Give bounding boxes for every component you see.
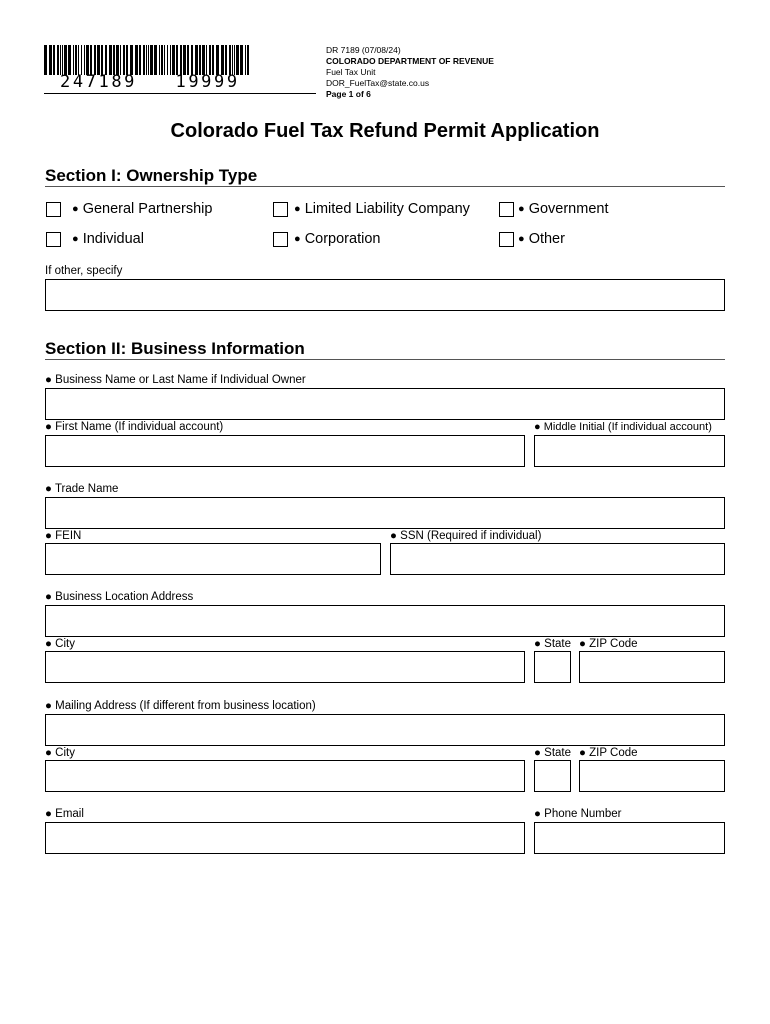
barcode-bar <box>143 45 145 75</box>
barcode-bar <box>126 45 128 75</box>
bullet-icon: ● <box>45 700 52 712</box>
bullet-icon: ● <box>45 530 52 542</box>
section-2-heading: Section II: Business Information <box>45 339 305 358</box>
barcode-bar <box>229 45 231 75</box>
barcode-bar <box>187 45 189 75</box>
barcode-bar <box>167 45 168 75</box>
barcode-bar <box>64 45 67 75</box>
checkbox[interactable] <box>499 202 514 217</box>
barcode-bar <box>130 45 133 75</box>
bullet-icon: ● <box>45 747 52 759</box>
bullet-icon: ● <box>45 638 52 650</box>
barcode-bar <box>57 45 59 75</box>
barcode <box>44 45 252 75</box>
barcode-bar <box>101 45 103 75</box>
page-title: Colorado Fuel Tax Refund Permit Application <box>170 120 600 142</box>
mailing-state-field[interactable] <box>534 760 571 792</box>
barcode-bar <box>234 45 235 75</box>
mailing-zip-label: ● ZIP Code <box>579 747 638 759</box>
mailing-address-label: ● Mailing Address (If different from business location) <box>45 700 316 712</box>
email-label: ● Email <box>45 808 84 820</box>
barcode-bar <box>94 45 96 75</box>
barcode-bar <box>105 45 107 75</box>
middle-initial-field[interactable] <box>534 435 725 467</box>
bullet-icon: ● <box>579 747 586 759</box>
bullet-icon: ● <box>72 203 79 215</box>
barcode-bar <box>44 45 47 75</box>
barcode-bar <box>195 45 198 75</box>
checkbox[interactable] <box>46 202 61 217</box>
barcode-bar <box>146 45 147 75</box>
barcode-bar <box>84 45 85 75</box>
bullet-icon: ● <box>534 421 541 433</box>
bullet-icon: ● <box>45 591 52 603</box>
barcode-bar <box>97 45 100 75</box>
trade-name-label: ● Trade Name <box>45 483 119 495</box>
barcode-bar <box>225 45 227 75</box>
bullet-icon: ● <box>45 374 52 386</box>
bullet-icon: ● <box>390 530 397 542</box>
business-name-field[interactable] <box>45 388 725 420</box>
barcode-bar <box>202 45 205 75</box>
barcode-bar <box>78 45 79 75</box>
barcode-bar <box>240 45 243 75</box>
barcode-bar <box>199 45 201 75</box>
fein-label: ● FEIN <box>45 530 82 542</box>
business-state-field[interactable] <box>534 651 571 683</box>
unit-name: Fuel Tax Unit <box>326 67 376 77</box>
barcode-bar <box>62 45 63 75</box>
page-number: Page 1 of 6 <box>326 89 371 99</box>
barcode-bar <box>75 45 77 75</box>
other-specify-field[interactable] <box>45 279 725 311</box>
barcode-number: 247189 19999 <box>60 72 240 92</box>
barcode-bar <box>123 45 125 75</box>
form-id: DR 7189 (07/08/24) <box>326 45 401 55</box>
barcode-bar <box>209 45 211 75</box>
mailing-city-label: ● City <box>45 747 75 759</box>
business-city-field[interactable] <box>45 651 525 683</box>
barcode-bar <box>113 45 115 75</box>
bullet-icon: ● <box>294 203 301 215</box>
barcode-bar <box>150 45 153 75</box>
bullet-icon: ● <box>45 808 52 820</box>
mailing-zip-field[interactable] <box>579 760 725 792</box>
bullet-icon: ● <box>534 747 541 759</box>
bullet-icon: ● <box>518 233 525 245</box>
section-1-heading: Section I: Ownership Type <box>45 166 258 185</box>
business-address-field[interactable] <box>45 605 725 637</box>
checkbox[interactable] <box>273 232 288 247</box>
mailing-state-label: ● State <box>534 747 572 759</box>
barcode-bar <box>60 45 61 75</box>
option-label: General Partnership <box>82 201 213 217</box>
unit-email: DOR_FuelTax@state.co.us <box>326 78 430 88</box>
other-specify-label: If other, specify <box>45 265 123 277</box>
department-name: COLORADO DEPARTMENT OF REVENUE <box>326 56 494 66</box>
bullet-icon: ● <box>579 638 586 650</box>
barcode-bar <box>164 45 165 75</box>
barcode-bar <box>109 45 112 75</box>
middle-initial-label: ● Middle Initial (If individual account) <box>534 421 712 433</box>
first-name-field[interactable] <box>45 435 525 467</box>
barcode-bar <box>148 45 149 75</box>
barcode-bar <box>154 45 157 75</box>
barcode-bar <box>245 45 246 75</box>
barcode-bar <box>161 45 163 75</box>
checkbox[interactable] <box>273 202 288 217</box>
ssn-field[interactable] <box>390 543 725 575</box>
barcode-bar <box>139 45 141 75</box>
barcode-bar <box>221 45 224 75</box>
bullet-icon: ● <box>45 421 52 433</box>
barcode-bar <box>180 45 182 75</box>
bullet-icon: ● <box>294 233 301 245</box>
bullet-icon: ● <box>534 808 541 820</box>
mailing-city-field[interactable] <box>45 760 525 792</box>
barcode-bar <box>159 45 160 75</box>
bullet-icon: ● <box>45 483 52 495</box>
business-name-label: ● Business Name or Last Name if Individual Owner <box>45 374 306 386</box>
email-field[interactable] <box>45 822 525 854</box>
barcode-bar <box>81 45 82 75</box>
barcode-bar <box>86 45 89 75</box>
first-name-label: ● First Name (If individual account) <box>45 421 224 433</box>
business-address-label: ● Business Location Address <box>45 591 194 603</box>
barcode-bar <box>172 45 175 75</box>
barcode-bar <box>49 45 52 75</box>
phone-label: ● Phone Number <box>534 808 622 820</box>
checkbox[interactable] <box>499 232 514 247</box>
barcode-bar <box>216 45 219 75</box>
barcode-bar <box>191 45 193 75</box>
barcode-bar <box>232 45 233 75</box>
barcode-bar <box>247 45 249 75</box>
barcode-bar <box>90 45 92 75</box>
barcode-bar <box>116 45 119 75</box>
option-label: Individual <box>82 231 144 247</box>
barcode-bar <box>53 45 55 75</box>
barcode-bar <box>206 45 207 75</box>
business-zip-field[interactable] <box>579 651 725 683</box>
mailing-address-field[interactable] <box>45 714 725 746</box>
barcode-bar <box>170 45 171 75</box>
section-2-rule <box>45 359 725 360</box>
barcode-bar <box>236 45 239 75</box>
business-state-label: ● State <box>534 638 572 650</box>
barcode-bar <box>176 45 178 75</box>
checkbox[interactable] <box>46 232 61 247</box>
section-1-rule <box>45 186 725 187</box>
barcode-bar <box>120 45 121 75</box>
business-city-label: ● City <box>45 638 75 650</box>
barcode-bar <box>183 45 186 75</box>
barcode-bar <box>212 45 214 75</box>
option-label: Government <box>528 201 609 217</box>
option-label: Other <box>528 231 565 247</box>
phone-field[interactable] <box>534 822 725 854</box>
trade-name-field[interactable] <box>45 497 725 529</box>
option-label: Corporation <box>304 231 381 247</box>
ssn-label: ● SSN (Required if individual) <box>390 530 542 542</box>
barcode-bar <box>73 45 74 75</box>
business-zip-label: ● ZIP Code <box>579 638 638 650</box>
fein-field[interactable] <box>45 543 381 575</box>
header-divider <box>44 93 316 94</box>
bullet-icon: ● <box>72 233 79 245</box>
barcode-bar <box>135 45 138 75</box>
barcode-bar <box>68 45 71 75</box>
bullet-icon: ● <box>534 638 541 650</box>
bullet-icon: ● <box>518 203 525 215</box>
option-label: Limited Liability Company <box>304 201 470 217</box>
